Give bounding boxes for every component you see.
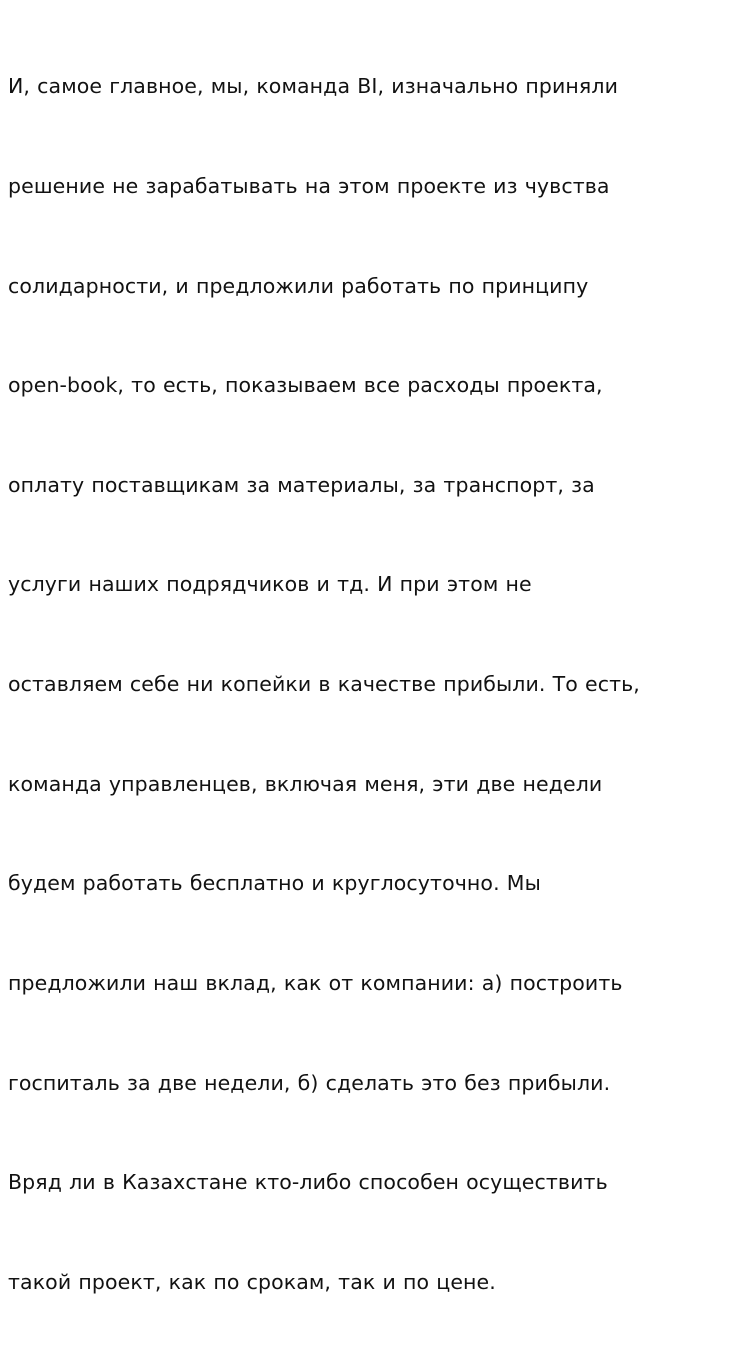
text-line: будем работать бесплатно и круглосуточно. Мы (8, 871, 541, 896)
text-line: решение не зарабатывать на этом проекте из чувства (8, 174, 610, 199)
paragraph-text (8, 4, 726, 1365)
text-line: команда управленцев, включая меня, эти две недели (8, 771, 603, 796)
text-line: оплату поставщикам за материалы, за транспорт, за (8, 472, 595, 497)
text-line: такой проект, как по срокам, так и по цене. (8, 1269, 496, 1294)
text-line: предложили наш вклад, как от компании: а) построить (8, 970, 623, 995)
text-line: услуги наших подрядчиков и тд. И при этом не (8, 572, 532, 597)
text-line: Вряд ли в Казахстане кто-либо способен осуществить (8, 1170, 608, 1195)
text-line: И, самое главное, мы, команда BI, изначально приняли (8, 74, 618, 99)
text-line: оставляем себе ни копейки в качестве прибыли. То есть, (8, 672, 640, 697)
text-line: open-book, то есть, показываем все расходы проекта, (8, 373, 603, 398)
text-line: солидарности, и предложили работать по принципу (8, 273, 589, 298)
text-line: госпиталь за две недели, б) сделать это без прибыли. (8, 1070, 611, 1095)
